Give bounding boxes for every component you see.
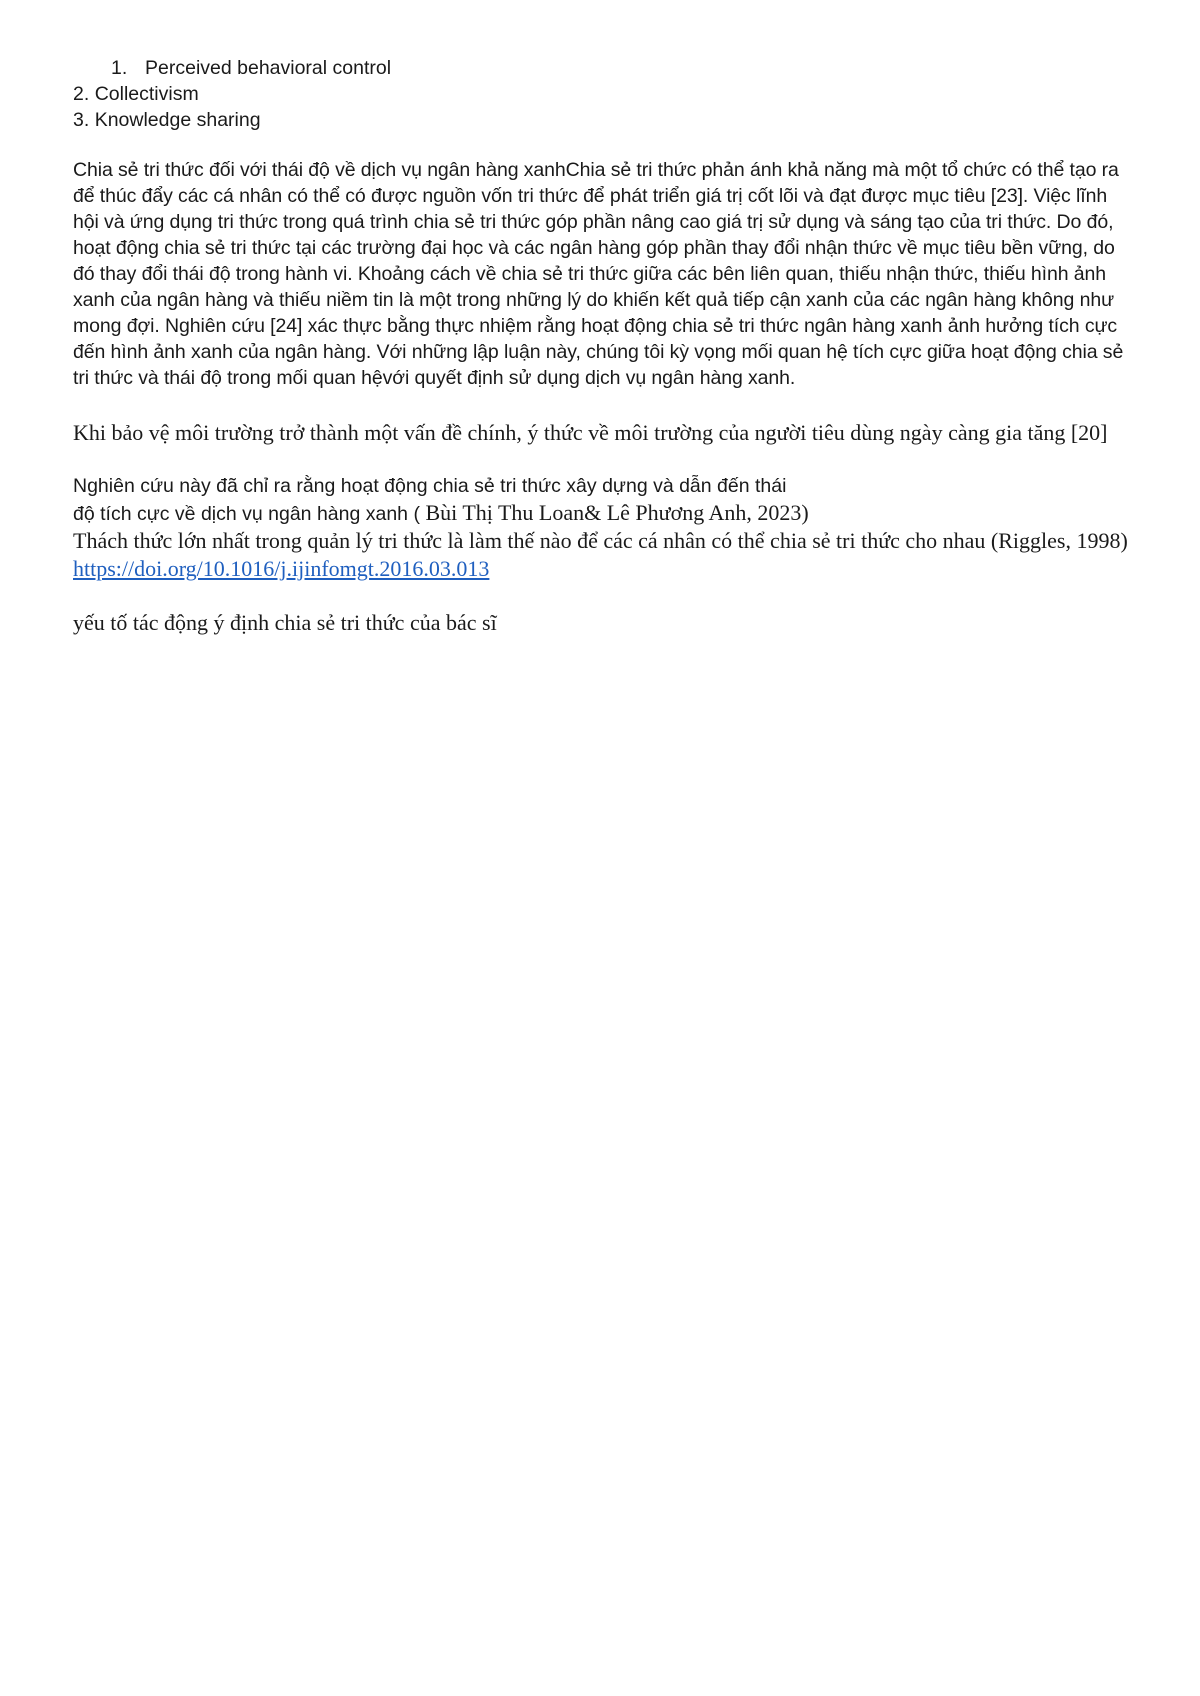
list-text: Perceived behavioral control — [145, 57, 392, 79]
spacer — [73, 447, 1133, 473]
list-number: 3. — [73, 109, 90, 131]
spacer — [73, 133, 1133, 157]
list-text: Collectivism — [94, 83, 199, 105]
spacer — [73, 583, 1133, 609]
citation-lead: độ tích cực về dịch vụ ngân hàng xanh ( — [73, 503, 420, 525]
list-item — [73, 81, 1133, 107]
document-body — [73, 55, 1133, 637]
list-item — [73, 107, 1133, 133]
doi-line — [73, 555, 1133, 583]
list-item — [73, 55, 1133, 81]
spacer — [73, 391, 1133, 419]
paragraph-environment: Khi bảo vệ môi trường trở thành một vấn đề chính, ý thức về môi trường của người tiêu dùng ngày càng gia tăng [20] — [73, 420, 1108, 445]
list-number: 2. — [73, 83, 90, 105]
paragraph-challenge: Thách thức lớn nhất trong quản lý tri thức là làm thế nào để các cá nhân có thể chia sẻ tri thức cho nhau (Riggles, 1998) — [73, 528, 1128, 553]
paragraph-knowledge-sharing: Chia sẻ tri thức đối với thái độ về dịch vụ ngân hàng xanhChia sẻ tri thức phản ánh khả năng mà một tổ chức có thể tạo ra để thúc đẩy các cá nhân có thể có được nguồn vốn tri thức để phát triển giá trị cốt lõi và đạt được mục tiêu [23]. Việc lĩnh hội và ứng dụng tri thức trong quá trình chia sẻ tri thức góp phần nâng cao giá trị sử dụng và sáng tạo của tri thức. Do đó, hoạt động chia sẻ tri thức tại các trường đại học và các ngân hàng góp phần thay đổi nhận thức về mục tiêu bền vững, do đó thay đổi thái độ trong hành vi. Khoảng cách về chia sẻ tri thức giữa các bên liên quan, thiếu nhận thức, thiếu hình ảnh xanh của ngân hàng và thiếu niềm tin là một trong những lý do khiến kết quả tiếp cận xanh của các ngân hàng không như mong đợi. Nghiên cứu [24] xác thực bằng thực nhiệm rằng hoạt động chia sẻ tri thức ngân hàng xanh ảnh hưởng tích cực đến hình ảnh xanh của ngân hàng. Với những lập luận này, chúng tôi kỳ vọng mối quan hệ tích cực giữa hoạt động chia sẻ tri thức và thái độ trong mối quan hệvới quyết định sử dụng dịch vụ ngân hàng xanh. — [73, 159, 1124, 389]
paragraph-line: Nghiên cứu này đã chỉ ra rằng hoạt động chia sẻ tri thức xây dựng và dẫn đến thái — [73, 475, 787, 497]
list-number: 1. — [111, 57, 128, 79]
list-text: Knowledge sharing — [94, 109, 261, 131]
citation-authors: Bùi Thị Thu Loan& Lê Phương Anh, 2023) — [419, 500, 809, 525]
paragraph-factors: yếu tố tác động ý định chia sẻ tri thức của bác sĩ — [73, 610, 497, 635]
paragraph-line — [73, 499, 1133, 527]
doi-link[interactable]: https://doi.org/10.1016/j.ijinfomgt.2016.03.013 — [73, 556, 490, 581]
